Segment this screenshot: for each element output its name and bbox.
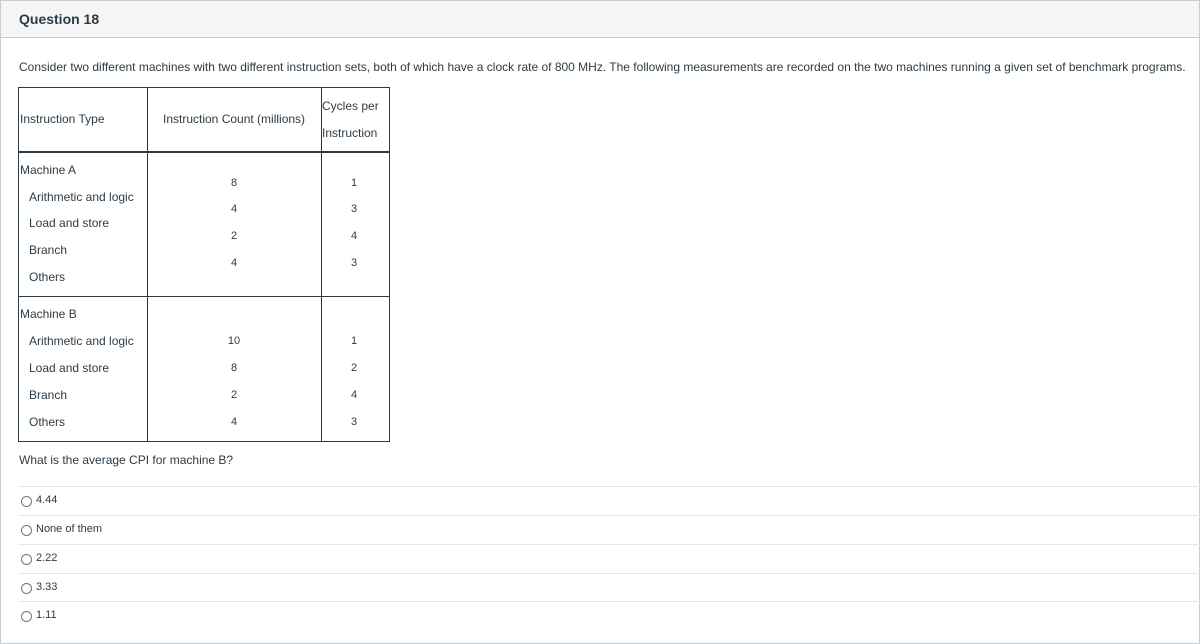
header-instruction-count: Instruction Count (millions) — [163, 112, 306, 126]
radio-button[interactable] — [21, 496, 32, 507]
machine-a-count: 8 — [230, 177, 238, 189]
answer-label: None of them — [36, 523, 103, 535]
answer-option[interactable] — [18, 544, 1200, 573]
answer-label: 4.44 — [36, 494, 58, 506]
answer-option[interactable] — [18, 573, 1200, 602]
machine-b-row-label: Arithmetic and logic — [29, 334, 134, 348]
machine-b-count: 4 — [230, 416, 238, 428]
machine-a-row-label: Load and store — [29, 216, 110, 230]
header-instruction-type: Instruction Type — [20, 112, 105, 126]
machine-b-row-label: Branch — [29, 388, 68, 402]
machine-a-count: 4 — [230, 257, 238, 269]
machine-a-cpi: 3 — [350, 257, 358, 269]
radio-button[interactable] — [21, 525, 32, 536]
machine-a-cpi: 3 — [350, 203, 358, 215]
machine-a-row-label: Arithmetic and logic — [29, 190, 134, 204]
header-cpi-line1: Cycles per — [322, 99, 379, 113]
machine-b-cpi: 1 — [350, 335, 358, 347]
machine-b-cpi: 3 — [350, 416, 358, 428]
machine-a-label: Machine A — [20, 163, 77, 177]
answer-option[interactable] — [18, 515, 1200, 544]
machine-a-row-label: Branch — [29, 243, 68, 257]
machine-a-cpi: 4 — [350, 230, 358, 242]
machine-b-cpi: 2 — [350, 362, 358, 374]
question-header — [1, 1, 1199, 38]
machine-b-count: 8 — [230, 362, 238, 374]
header-cpi-line2: Instruction — [322, 126, 378, 140]
measurement-table — [18, 87, 390, 442]
answer-option[interactable] — [18, 486, 1200, 515]
question-intro: Consider two different machines with two different instruction sets, both of which have a clock rate of 800 MHz. The following measurements are recorded on the two machines running a given set of benchmark programs. — [19, 60, 1186, 74]
answer-option[interactable] — [18, 601, 1200, 630]
machine-a-count: 2 — [230, 230, 238, 242]
machine-b-row-label: Load and store — [29, 361, 110, 375]
machine-a-row-label: Others — [29, 270, 66, 284]
machine-b-label: Machine B — [20, 307, 77, 321]
question-prompt: What is the average CPI for machine B? — [19, 453, 234, 467]
machine-b-count: 2 — [230, 389, 238, 401]
machine-b-row-label: Others — [29, 415, 66, 429]
answer-label: 2.22 — [36, 552, 58, 564]
answer-label: 1.11 — [36, 609, 57, 621]
radio-button[interactable] — [21, 611, 32, 622]
machine-b-count: 10 — [227, 335, 241, 347]
machine-a-count: 4 — [230, 203, 238, 215]
radio-button[interactable] — [21, 583, 32, 594]
question-title: Question 18 — [19, 11, 100, 27]
answer-label: 3.33 — [36, 581, 58, 593]
machine-b-cpi: 4 — [350, 389, 358, 401]
machine-a-cpi: 1 — [350, 177, 358, 189]
radio-button[interactable] — [21, 554, 32, 565]
